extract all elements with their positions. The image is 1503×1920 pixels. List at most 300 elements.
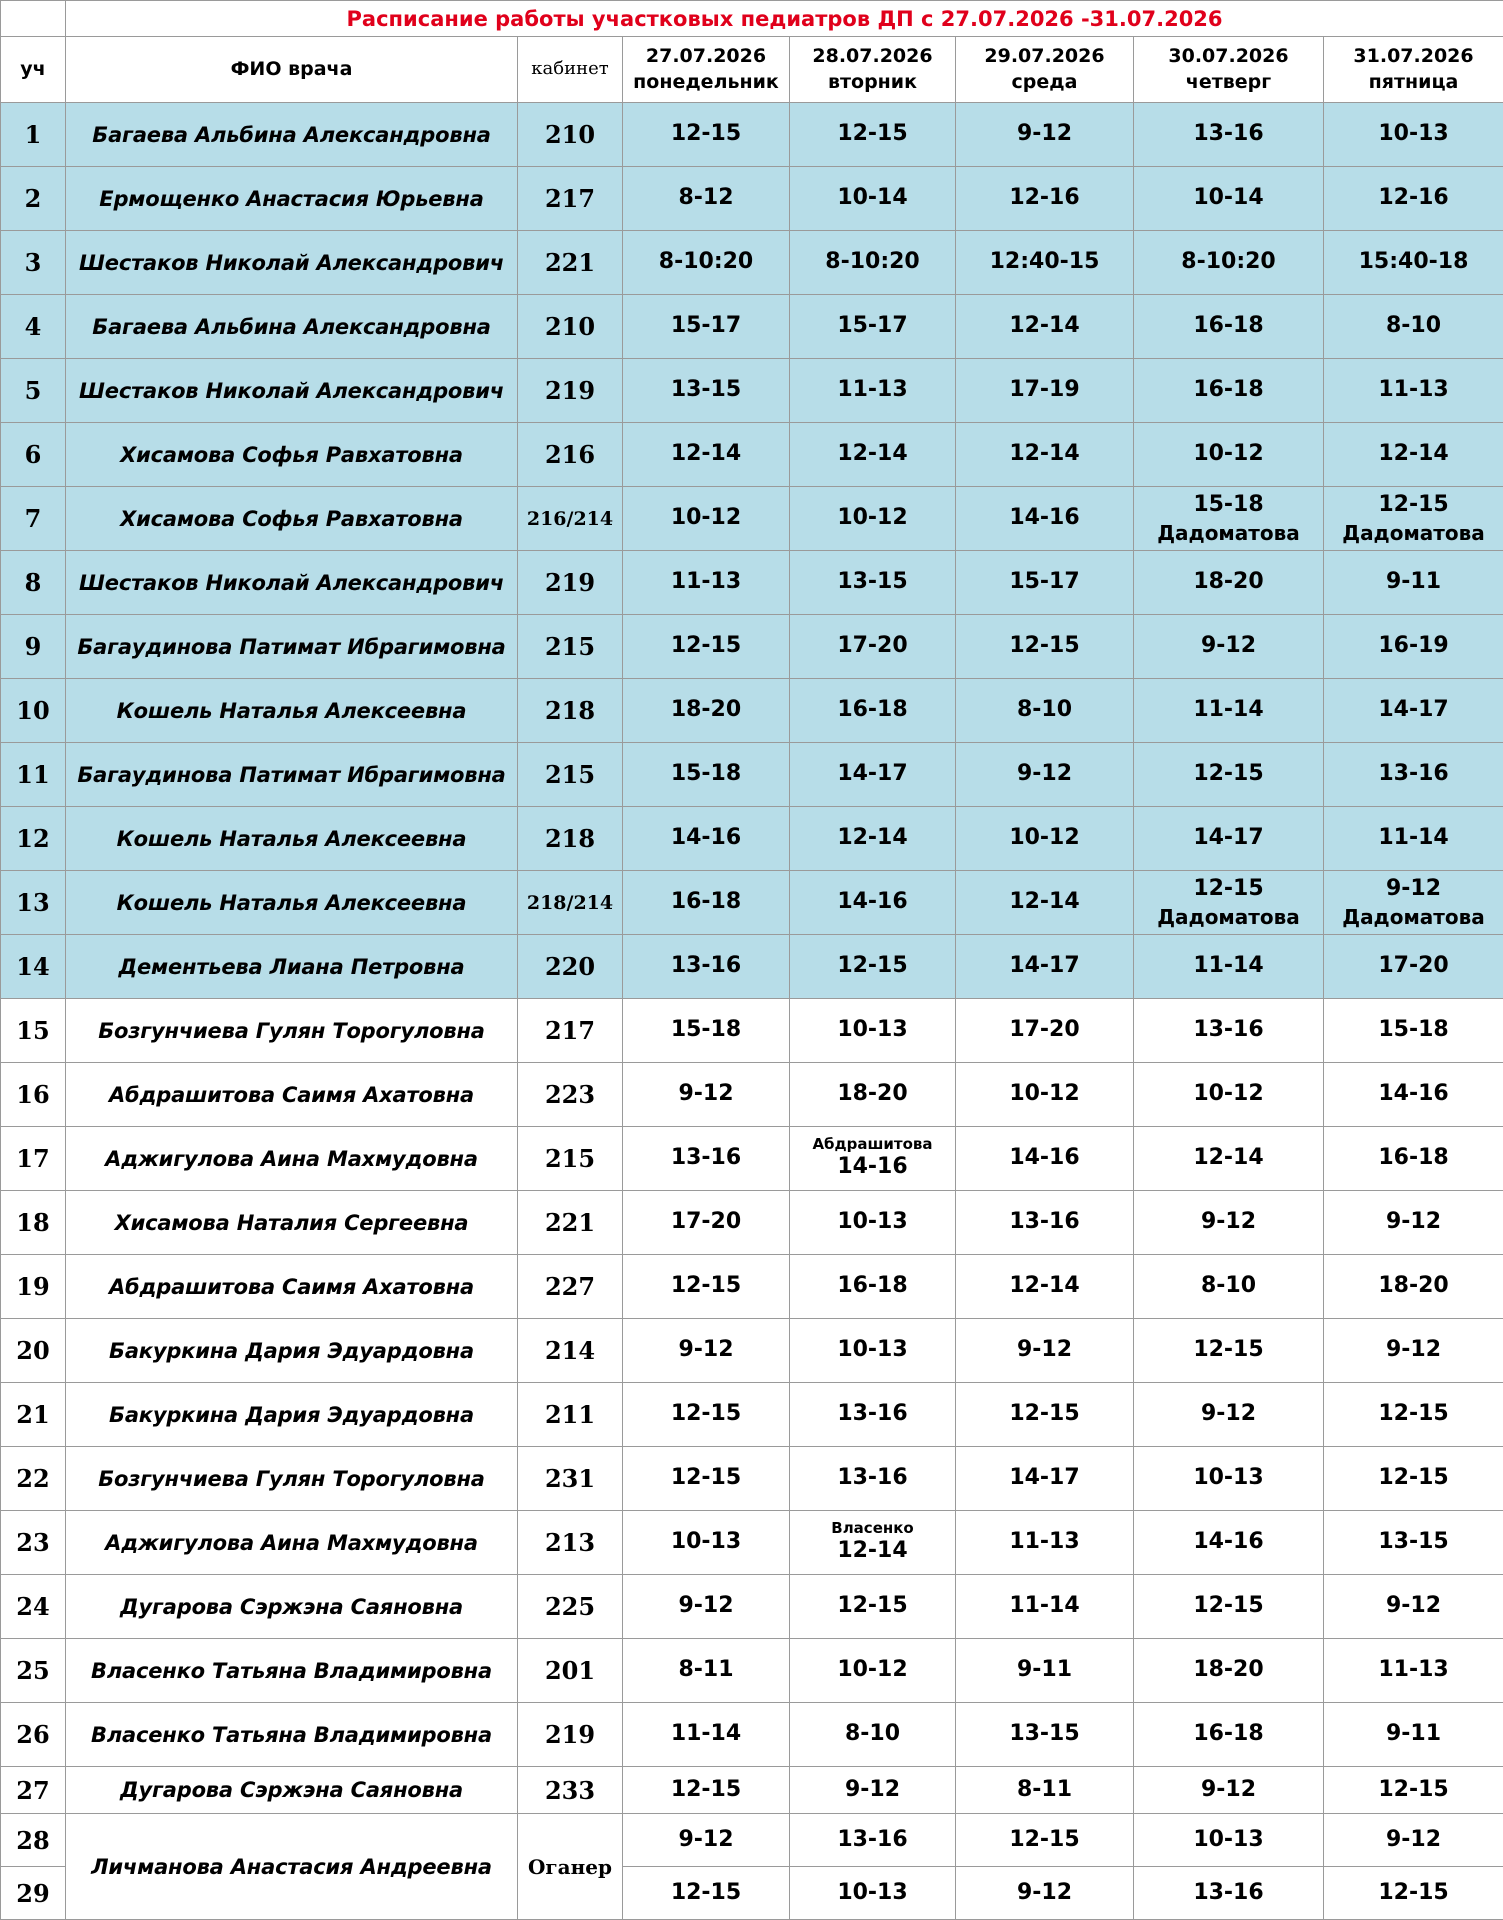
doctor-name: Дугарова Сэржэна Саяновна [66,1767,518,1814]
time-cell-day-3 [956,167,1134,231]
time-cell-day-1 [623,935,790,999]
time-value: 12-15 [670,1465,742,1491]
time-value: 9-11 [1385,569,1442,595]
time-cell-day-1 [623,1383,790,1447]
time-cell-day-4 [1134,1767,1324,1814]
time-value: 13-16 [1009,1209,1080,1235]
time-cell-day-4 [1134,1383,1324,1447]
time-cell-day-5 [1324,1575,1503,1639]
time-value: 16-18 [837,697,908,723]
row-number: 11 [1,743,66,807]
time-cell-day-2 [790,295,956,359]
cabinet-number: Оганер [518,1814,623,1920]
time-cell-day-3 [956,1383,1134,1447]
table-row [1,1063,1503,1127]
time-value: 12-15 [1009,633,1080,659]
cabinet-number: 221 [518,231,623,295]
row-number: 24 [1,1575,66,1639]
time-value: 9-12 [1200,1401,1257,1427]
time-value: 17-20 [1378,953,1449,979]
time-cell-day-1 [623,359,790,423]
time-value: 12-16 [1378,185,1449,211]
time-cell-day-2 [790,935,956,999]
time-cell-day-4 [1134,1814,1324,1867]
time-value: 9-12 [1016,1337,1073,1363]
row-number: 12 [1,807,66,871]
table-row [1,999,1503,1063]
row-number: 1 [1,103,66,167]
time-value: 9-12 [844,1776,901,1802]
time-cell-day-2 [790,1383,956,1447]
time-value: 10-13 [670,1529,742,1555]
row-number: 10 [1,679,66,743]
time-value: 11-14 [1193,953,1264,979]
doctor-name: Власенко Татьяна Владимировна [66,1639,518,1703]
time-value: 9-12 [1016,761,1073,787]
time-value: 12-14 [1378,441,1449,467]
cabinet-number: 223 [518,1063,623,1127]
time-value: 18-20 [837,1081,908,1107]
doctor-name: Багаудинова Патимат Ибрагимовна [66,743,518,807]
time-value: 12-14 [1009,313,1080,339]
substitute-note: Абдрашитова [812,1135,933,1154]
time-cell-day-4 [1134,1127,1324,1191]
time-value: 12-15 [1378,1401,1449,1427]
time-cell-day-1 [623,1127,790,1191]
cabinet-number: 217 [518,167,623,231]
table-row [1,487,1503,551]
time-value: 10-13 [837,1017,908,1043]
cabinet-number: 220 [518,935,623,999]
row-number: 26 [1,1703,66,1767]
doctor-name: Власенко Татьяна Владимировна [66,1703,518,1767]
row-number: 17 [1,1127,66,1191]
substitute-note: Дадоматова [1157,904,1300,929]
time-value: 9-11 [1385,1721,1442,1747]
row-number: 16 [1,1063,66,1127]
time-cell-day-5 [1324,807,1503,871]
time-value: 9-12 [1385,1826,1442,1852]
table-row [1,1814,1503,1867]
time-cell-day-5 [1324,1191,1503,1255]
time-value: 14-17 [1193,825,1264,851]
time-value: 13-15 [837,569,908,595]
time-value: 14-16 [1193,1529,1264,1555]
time-value: 8-10 [1200,1273,1257,1299]
time-value: 18-20 [1193,1657,1264,1683]
time-value: 12-15 [837,1593,908,1619]
time-cell-day-2 [790,1191,956,1255]
schedule-body [1,103,1503,1920]
time-cell-day-2 [790,1767,956,1814]
time-cell-day-3 [956,1639,1134,1703]
time-value: 9-12 [1200,1776,1257,1802]
time-value: 12-15 [1378,1776,1449,1802]
row-number: 21 [1,1383,66,1447]
time-cell-day-5 [1324,551,1503,615]
time-value: 11-14 [1378,825,1449,851]
time-cell-day-4 [1134,1255,1324,1319]
cabinet-number: 218 [518,807,623,871]
time-cell-day-5 [1324,1814,1503,1867]
time-cell-day-1 [623,1703,790,1767]
time-value: 9-12 [678,1593,734,1619]
time-cell-day-2 [790,103,956,167]
time-value: 14-17 [1378,697,1449,723]
table-row [1,871,1503,935]
time-cell-day-5 [1324,1767,1503,1814]
doctor-name: Аджигулова Аина Махмудовна [66,1127,518,1191]
time-cell-day-4 [1134,999,1324,1063]
time-value: 10-13 [1193,1826,1264,1852]
cabinet-number: 215 [518,615,623,679]
doctor-name: Багаева Альбина Александровна [66,295,518,359]
time-cell-day-1 [623,1511,790,1575]
row-number: 18 [1,1191,66,1255]
table-row [1,615,1503,679]
time-value: 12-15 [1378,492,1449,518]
time-cell-day-5 [1324,999,1503,1063]
time-cell-day-1 [623,807,790,871]
substitute-note: Власенко [831,1519,914,1538]
time-value: 15-17 [1009,569,1080,595]
time-cell-day-2 [790,615,956,679]
time-cell-day-3 [956,999,1134,1063]
time-value: 9-12 [1385,1337,1442,1363]
time-cell-day-2 [790,1575,956,1639]
time-value: 16-19 [1378,633,1449,659]
time-value: 10-12 [1009,1081,1080,1107]
time-value: 12-16 [1009,185,1080,211]
cabinet-number: 213 [518,1511,623,1575]
time-value: 8-10:20 [1181,249,1276,275]
time-value: 13-16 [837,1826,908,1852]
time-cell-day-5 [1324,1063,1503,1127]
time-cell-day-3 [956,1703,1134,1767]
time-cell-day-5 [1324,1255,1503,1319]
time-cell-day-3 [956,807,1134,871]
time-value: 9-12 [1200,633,1257,659]
time-cell-day-3 [956,359,1134,423]
time-value: 12-15 [1378,1465,1449,1491]
time-value: 13-16 [1378,761,1449,787]
time-cell-day-2 [790,807,956,871]
time-cell-day-5 [1324,743,1503,807]
time-value: 15-18 [670,761,742,787]
substitute-note: Дадоматова [1342,904,1485,929]
time-value: 8-12 [678,185,734,211]
time-value: 12-15 [670,1776,742,1802]
header-day-2-date: 28.07.2026 [812,44,933,67]
time-value: 10-13 [837,1209,908,1235]
doctor-name: Хисамова Софья Равхатовна [66,487,518,551]
time-value: 9-12 [1016,121,1073,147]
time-cell-day-5 [1324,679,1503,743]
cabinet-number: 211 [518,1383,623,1447]
time-value: 8-10 [844,1721,901,1747]
cabinet-number: 215 [518,743,623,807]
cabinet-number: 201 [518,1639,623,1703]
time-value: 12-15 [1193,1593,1264,1619]
row-number: 27 [1,1767,66,1814]
time-value: 8-11 [678,1657,734,1683]
time-value: 12-15 [1009,1401,1080,1427]
row-number: 7 [1,487,66,551]
cabinet-number: 219 [518,551,623,615]
time-value: 11-14 [1009,1593,1080,1619]
header-cabinet: кабинет [518,37,623,103]
row-number: 5 [1,359,66,423]
time-value: 9-12 [1385,1593,1442,1619]
time-value: 12-15 [1009,1826,1080,1852]
time-cell-day-1 [623,231,790,295]
time-value: 12-15 [837,121,908,147]
header-day-5-weekday: пятница [1368,70,1459,93]
time-cell-day-5 [1324,1703,1503,1767]
time-cell-day-4 [1134,1639,1324,1703]
time-value: 10-14 [837,185,908,211]
time-value: 15-17 [670,313,742,339]
table-row [1,1575,1503,1639]
time-cell-day-4 [1134,167,1324,231]
time-value: 18-20 [1193,569,1264,595]
row-number: 3 [1,231,66,295]
column-header-row [1,37,1503,103]
time-value: 16-18 [1193,313,1264,339]
time-cell-day-2 [790,551,956,615]
time-cell-day-4 [1134,1575,1324,1639]
time-value: 12-14 [837,825,908,851]
time-value: 10-12 [837,1657,908,1683]
time-value: 8-10:20 [825,249,920,275]
time-cell-day-3 [956,1867,1134,1920]
time-cell-day-3 [956,615,1134,679]
time-cell-day-3 [956,1814,1134,1867]
time-value: 10-13 [837,1337,908,1363]
cabinet-number: 218 [518,679,623,743]
header-day-3 [956,37,1134,103]
time-cell-day-2 [790,743,956,807]
time-cell-day-1 [623,1191,790,1255]
time-cell-day-2 [790,167,956,231]
time-value: 13-16 [670,953,742,979]
time-value: 9-12 [1200,1209,1257,1235]
time-value: 17-20 [837,633,908,659]
time-cell-day-5 [1324,487,1503,551]
time-value: 9-12 [678,1081,734,1107]
time-value: 14-17 [837,761,908,787]
time-value: 12-15 [1378,1879,1449,1905]
header-fio: ФИО врача [66,37,518,103]
table-row [1,295,1503,359]
doctor-name: Бакуркина Дария Эдуардовна [66,1319,518,1383]
header-day-1-weekday: понедельник [633,70,779,93]
time-cell-day-4 [1134,743,1324,807]
time-cell-day-3 [956,1191,1134,1255]
row-number: 19 [1,1255,66,1319]
time-value: 13-16 [670,1145,742,1171]
time-value: 16-18 [1193,1721,1264,1747]
time-value: 15-18 [670,1017,742,1043]
time-cell-day-5 [1324,1447,1503,1511]
time-value: 17-20 [1009,1017,1080,1043]
table-row [1,1255,1503,1319]
table-row [1,1191,1503,1255]
cabinet-number: 217 [518,999,623,1063]
time-cell-day-5 [1324,871,1503,935]
time-value: 10-13 [837,1879,908,1905]
time-value: 10-14 [1193,185,1264,211]
header-day-1-date: 27.07.2026 [645,44,767,67]
time-cell-day-4 [1134,871,1324,935]
time-value: 9-12 [1016,1879,1073,1905]
time-value: 17-19 [1009,377,1080,403]
cabinet-number: 225 [518,1575,623,1639]
row-number: 4 [1,295,66,359]
title-row [1,1,1503,37]
header-day-4-weekday: четверг [1185,70,1272,93]
substitute-note: Дадоматова [1342,520,1485,545]
time-cell-day-5 [1324,231,1503,295]
doctor-name: Шестаков Николай Александрович [66,359,518,423]
table-row [1,743,1503,807]
doctor-name: Хисамова Софья Равхатовна [66,423,518,487]
time-value: 13-15 [670,377,742,403]
time-value: 8-10 [1385,313,1442,339]
time-cell-day-4 [1134,1703,1324,1767]
time-value: 11-14 [1193,697,1264,723]
time-cell-day-4 [1134,551,1324,615]
time-cell-day-5 [1324,167,1503,231]
time-value: 9-12 [1385,1209,1442,1235]
time-value: 12-14 [1193,1145,1264,1171]
table-row [1,1703,1503,1767]
header-day-1 [623,37,790,103]
table-row [1,423,1503,487]
row-number: 29 [1,1867,66,1920]
time-value: 12-15 [670,633,742,659]
doctor-name: Шестаков Николай Александрович [66,231,518,295]
doctor-name: Абдрашитова Саимя Ахатовна [66,1255,518,1319]
time-cell-day-2 [790,999,956,1063]
time-value: 10-13 [1378,121,1449,147]
time-value: 18-20 [1378,1273,1449,1299]
time-cell-day-1 [623,615,790,679]
time-cell-day-2 [790,359,956,423]
time-value: 12-14 [670,441,742,467]
row-number: 15 [1,999,66,1063]
cabinet-number: 227 [518,1255,623,1319]
time-cell-day-1 [623,103,790,167]
time-cell-day-4 [1134,1319,1324,1383]
row-number: 8 [1,551,66,615]
time-cell-day-1 [623,999,790,1063]
time-value: 16-18 [837,1273,908,1299]
doctor-name: Ермощенко Анастасия Юрьевна [66,167,518,231]
time-cell-day-4 [1134,295,1324,359]
time-cell-day-4 [1134,487,1324,551]
time-cell-day-2 [790,1063,956,1127]
header-uch: уч [1,37,66,103]
table-row [1,1511,1503,1575]
table-row [1,807,1503,871]
time-cell-day-3 [956,743,1134,807]
time-value: 14-17 [1009,1465,1080,1491]
time-value: 16-18 [670,889,742,915]
time-cell-day-1 [623,679,790,743]
time-cell-day-3 [956,1127,1134,1191]
time-value: 13-16 [837,1401,908,1427]
time-cell-day-4 [1134,1063,1324,1127]
time-cell-day-4 [1134,231,1324,295]
time-value: 12-14 [1009,889,1080,915]
doctor-name: Бакуркина Дария Эдуардовна [66,1383,518,1447]
time-cell-day-2 [790,1319,956,1383]
header-day-3-date: 29.07.2026 [984,44,1105,67]
doctor-name: Кошель Наталья Алексеевна [66,871,518,935]
row-number: 22 [1,1447,66,1511]
time-cell-day-5 [1324,1383,1503,1447]
time-cell-day-4 [1134,679,1324,743]
time-cell-day-3 [956,1255,1134,1319]
time-value: 15-17 [837,313,908,339]
substitute-note: Дадоматова [1157,520,1300,545]
row-number: 14 [1,935,66,999]
table-row [1,551,1503,615]
time-value: 13-15 [1378,1529,1449,1555]
header-day-4-date: 30.07.2026 [1168,44,1289,67]
doctor-name: Аджигулова Аина Махмудовна [66,1511,518,1575]
table-row [1,103,1503,167]
time-value: 12-14 [837,441,908,467]
time-value: 12:40-15 [989,249,1100,275]
time-cell-day-3 [956,487,1134,551]
time-value: 12-15 [837,953,908,979]
time-cell-day-1 [623,1575,790,1639]
table-row [1,359,1503,423]
time-cell-day-2 [790,1127,956,1191]
time-cell-day-3 [956,1767,1134,1814]
row-number: 20 [1,1319,66,1383]
time-value: 13-16 [1193,1879,1264,1905]
time-cell-day-2 [790,1447,956,1511]
time-value: 9-12 [1385,876,1442,902]
header-day-5 [1324,37,1503,103]
time-cell-day-4 [1134,359,1324,423]
doctor-name: Бозгунчиева Гулян Торогуловна [66,999,518,1063]
time-value: 9-11 [1016,1657,1073,1683]
time-cell-day-5 [1324,935,1503,999]
time-value: 17-20 [670,1209,742,1235]
time-cell-day-4 [1134,1867,1324,1920]
time-cell-day-1 [623,1767,790,1814]
time-cell-day-1 [623,1255,790,1319]
time-value: 13-15 [1009,1721,1080,1747]
time-cell-day-4 [1134,615,1324,679]
doctor-name: Личманова Анастасия Андреевна [66,1814,518,1920]
row-number: 25 [1,1639,66,1703]
row-number: 28 [1,1814,66,1867]
cabinet-number: 216 [518,423,623,487]
time-value: 10-12 [670,505,742,531]
time-value: 12-14 [1009,441,1080,467]
time-value: 12-15 [670,1273,742,1299]
doctor-name: Хисамова Наталия Сергеевна [66,1191,518,1255]
time-cell-day-5 [1324,1867,1503,1920]
time-value: 10-12 [1009,825,1080,851]
doctor-name: Дементьева Лиана Петровна [66,935,518,999]
time-cell-day-3 [956,551,1134,615]
